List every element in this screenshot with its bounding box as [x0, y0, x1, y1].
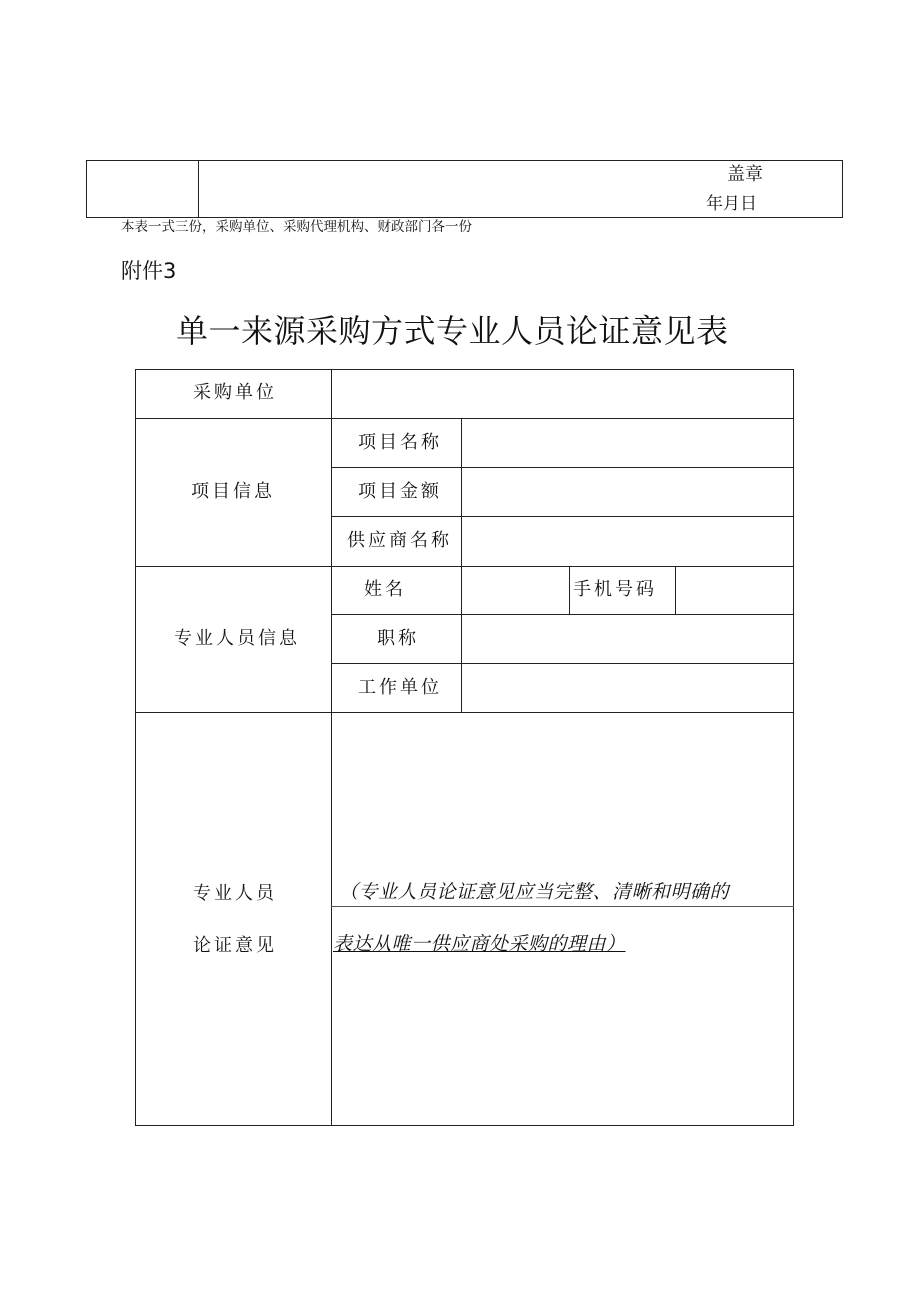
opinion-label-line2: 论证意见 — [193, 935, 277, 956]
phone-label: 手机号码 — [573, 579, 657, 600]
workplace-field[interactable] — [463, 665, 792, 711]
purchaser-field[interactable] — [333, 371, 792, 417]
purchaser-label: 采购单位 — [193, 382, 277, 403]
opinion-label-line1: 专业人员 — [193, 883, 277, 904]
project-info-label: 项目信息 — [191, 481, 275, 502]
job-title-field[interactable] — [463, 616, 792, 662]
date-label: 年月日 — [706, 194, 757, 214]
project-amount-field[interactable] — [463, 469, 792, 515]
copies-note: 本表一式三份，采购单位、采购代理机构、财政部门各一份 — [121, 219, 472, 235]
opinion-field[interactable] — [333, 714, 792, 1124]
page-title: 单一来源采购方式专业人员论证意见表 — [176, 312, 729, 350]
name-field[interactable] — [463, 568, 568, 613]
job-title-label: 职称 — [377, 628, 419, 649]
opinion-hint-line1: （专业人员论证意见应当完整、清晰和明确的 — [339, 881, 730, 903]
phone-field[interactable] — [677, 568, 792, 613]
expert-info-label: 专业人员信息 — [174, 628, 300, 649]
name-label: 姓名 — [364, 579, 406, 600]
project-name-field[interactable] — [463, 420, 792, 466]
project-name-label: 项目名称 — [358, 432, 442, 453]
attachment-label: 附件3 — [121, 259, 177, 283]
supplier-name-label: 供应商名称 — [347, 530, 452, 551]
opinion-hint-line2: 表达从唯一供应商处采购的理由） — [333, 933, 626, 955]
supplier-name-field[interactable] — [463, 518, 792, 565]
workplace-label: 工作单位 — [358, 677, 442, 698]
seal-label: 盖章 — [727, 164, 763, 185]
project-amount-label: 项目金额 — [358, 481, 442, 502]
